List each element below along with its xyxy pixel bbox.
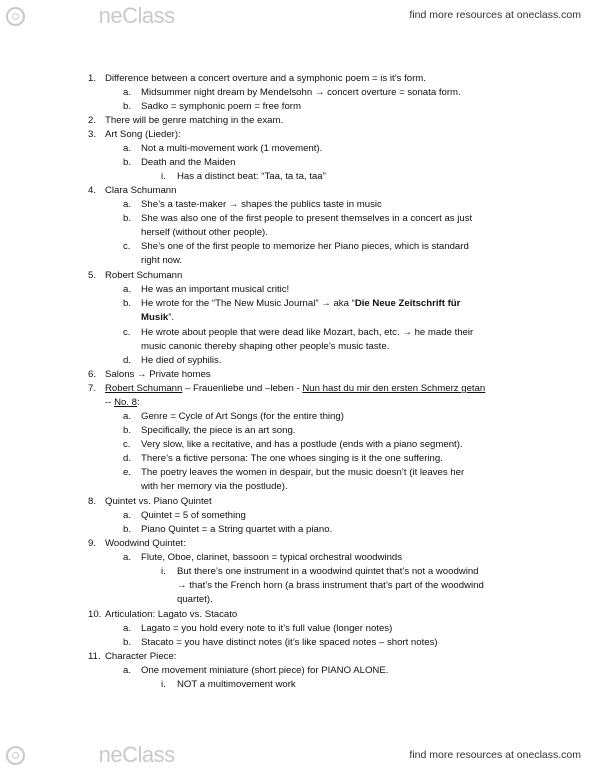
list-marker: b. bbox=[123, 524, 132, 535]
list-marker: d. bbox=[123, 453, 132, 464]
find-resources-link[interactable]: find more resources at oneclass.com bbox=[409, 749, 581, 761]
note-item bbox=[141, 297, 460, 310]
list-marker: a. bbox=[123, 143, 132, 154]
note-text: ”. bbox=[168, 312, 175, 323]
note-text: : bbox=[137, 397, 140, 408]
note-item: The poetry leaves the women in despair, but the music doesn’t (it leaves her bbox=[141, 467, 465, 478]
list-marker: a. bbox=[123, 284, 132, 295]
list-marker: 4. bbox=[88, 185, 97, 196]
note-item: There’s a fictive persona: The one whoes singing is it the one suffering. bbox=[141, 453, 443, 464]
list-marker: d. bbox=[123, 355, 132, 366]
list-marker: a. bbox=[123, 552, 132, 563]
list-marker: i. bbox=[161, 566, 166, 577]
page-footer bbox=[0, 738, 595, 770]
list-marker: 7. bbox=[88, 383, 97, 394]
list-marker: c. bbox=[123, 241, 131, 252]
note-item: She was also one of the first people to present themselves in a concert as just bbox=[141, 213, 473, 224]
note-item: Articulation: Lagato vs. Stacato bbox=[105, 609, 238, 620]
note-item: He wrote about people that were dead like Mozart, bach, etc. → he made their bbox=[141, 327, 474, 338]
note-item: Salons → Private homes bbox=[105, 369, 211, 380]
note-item-continued bbox=[105, 396, 140, 409]
note-text: – Frauenliebe und –leben - bbox=[182, 383, 303, 394]
list-marker: i. bbox=[161, 679, 166, 690]
note-item: Character Piece: bbox=[105, 651, 177, 662]
list-marker: 3. bbox=[88, 129, 97, 140]
note-item: Clara Schumann bbox=[105, 185, 177, 196]
list-marker: b. bbox=[123, 157, 132, 168]
list-marker: 9. bbox=[88, 538, 97, 549]
note-item: Death and the Maiden bbox=[141, 157, 236, 168]
list-marker: b. bbox=[123, 425, 132, 436]
note-item: He died of syphilis. bbox=[141, 355, 222, 366]
list-marker: a. bbox=[123, 510, 132, 521]
oneclass-logo[interactable] bbox=[6, 742, 175, 768]
list-marker: 11. bbox=[88, 651, 101, 662]
note-item: Piano Quintet = a String quartet with a piano. bbox=[141, 524, 333, 535]
note-item: Very slow, like a recitative, and has a postlude (ends with a piano segment). bbox=[141, 439, 463, 450]
note-bold-text: Die Neue Zeitschrift für bbox=[354, 298, 461, 309]
note-item: But there’s one instrument in a woodwind quintet that’s not a woodwind bbox=[177, 566, 479, 577]
note-item: She’s a taste-maker → shapes the publics taste in music bbox=[141, 199, 382, 210]
note-bold-text: Musik bbox=[141, 312, 169, 323]
note-item-continued: music canonic thereby shaping other people’s music taste. bbox=[141, 341, 390, 352]
note-item: Not a multi-movement work (1 movement). bbox=[141, 143, 323, 154]
list-marker: 10. bbox=[88, 609, 102, 620]
note-item-continued: → that’s the French horn (a brass instrument that’s part of the woodwind bbox=[177, 580, 484, 591]
note-item: Difference between a concert overture and a symphonic poem = is it’s form. bbox=[105, 73, 426, 84]
logo-circle-icon bbox=[6, 7, 25, 26]
note-item-continued: right now. bbox=[141, 255, 183, 266]
note-item-continued bbox=[141, 311, 174, 324]
page-header bbox=[0, 0, 595, 32]
list-marker: b. bbox=[123, 101, 132, 112]
list-marker: a. bbox=[123, 411, 132, 422]
piece-composer: Robert Schumann bbox=[105, 383, 183, 394]
note-item: NOT a multimovement work bbox=[177, 679, 296, 690]
note-item: Midsummer night dream by Mendelsohn → concert overture = sonata form. bbox=[141, 87, 461, 98]
note-item: Lagato = you hold every note to it’s full value (longer notes) bbox=[141, 623, 393, 634]
note-item: She’s one of the first people to memorize her Piano pieces, which is standard bbox=[141, 241, 469, 252]
note-item: Has a distinct beat: “Taa, ta ta, taa” bbox=[177, 171, 326, 182]
list-marker: b. bbox=[123, 637, 132, 648]
note-item: Stacato = you have distinct notes (it’s like spaced notes – short notes) bbox=[141, 637, 438, 648]
list-marker: a. bbox=[123, 665, 132, 676]
note-item: There will be genre matching in the exam. bbox=[105, 115, 284, 126]
logo-wordmark-rest: neClass bbox=[98, 3, 175, 28]
list-marker: c. bbox=[123, 439, 131, 450]
note-item: Specifically, the piece is an art song. bbox=[141, 425, 296, 436]
list-marker: c. bbox=[123, 327, 131, 338]
list-marker: e. bbox=[123, 467, 132, 478]
note-item: Genre = Cycle of Art Songs (for the entire thing) bbox=[141, 411, 344, 422]
piece-number: No. 8 bbox=[114, 397, 137, 408]
note-text: -- bbox=[105, 397, 115, 408]
logo-circle-icon bbox=[6, 746, 25, 765]
list-marker: b. bbox=[123, 298, 132, 309]
note-item: Woodwind Quintet: bbox=[105, 538, 186, 549]
list-marker: a. bbox=[123, 87, 132, 98]
note-item: Robert Schumann bbox=[105, 270, 183, 281]
oneclass-logo[interactable] bbox=[6, 3, 175, 29]
list-marker: 2. bbox=[88, 115, 97, 126]
list-marker: i. bbox=[161, 171, 166, 182]
note-item: One movement miniature (short piece) for PIANO ALONE. bbox=[141, 665, 389, 676]
list-marker: b. bbox=[123, 213, 132, 224]
note-item: Quintet = 5 of something bbox=[141, 510, 246, 521]
note-item: Sadko = symphonic poem = free form bbox=[141, 101, 301, 112]
note-item: Quintet vs. Piano Quintet bbox=[105, 496, 212, 507]
list-marker: 8. bbox=[88, 496, 97, 507]
note-text: He wrote for the “The New Music Journal” → aka “ bbox=[141, 298, 355, 309]
note-item-continued: quartet). bbox=[177, 594, 213, 605]
note-item: He was an important musical critic! bbox=[141, 284, 290, 295]
list-marker: 1. bbox=[88, 73, 97, 84]
note-item: Flute, Oboe, clarinet, bassoon = typical orchestral woodwinds bbox=[141, 552, 403, 563]
note-item: Art Song (Lieder): bbox=[105, 129, 181, 140]
list-marker: 5. bbox=[88, 270, 97, 281]
note-item-continued: with her memory via the postlude). bbox=[141, 481, 288, 492]
list-marker: 6. bbox=[88, 369, 97, 380]
piece-title: Nun hast du mir den ersten Schmerz getan bbox=[302, 383, 486, 394]
logo-wordmark-rest: neClass bbox=[98, 742, 175, 767]
find-resources-link[interactable]: find more resources at oneclass.com bbox=[409, 9, 581, 21]
note-item-continued: herself (without other people). bbox=[141, 227, 268, 238]
list-marker: a. bbox=[123, 623, 132, 634]
note-item bbox=[105, 382, 485, 395]
list-marker: a. bbox=[123, 199, 132, 210]
